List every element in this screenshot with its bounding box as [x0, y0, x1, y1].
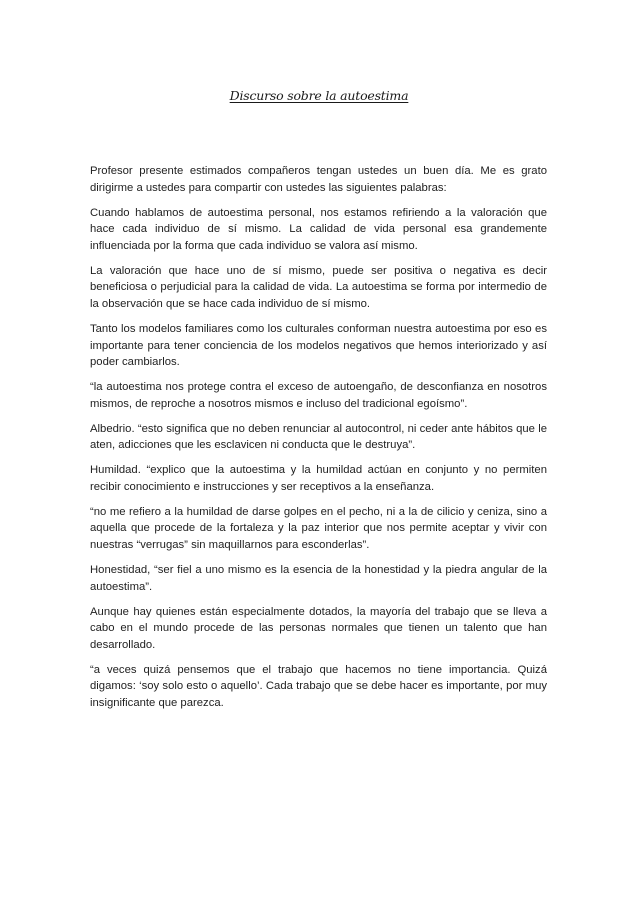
- paragraph-albedrio: Albedrio. “esto significa que no deben renunciar al autocontrol, ni ceder ante hábitos que le aten, adicciones que les esclavicen ni conducta que le destruya”.: [90, 422, 547, 452]
- paragraph-definition: Cuando hablamos de autoestima personal, nos estamos refiriendo a la valoración que hace cada individuo de sí mismo. La calidad de vida personal esa grandemente influenciada por la forma que cada individuo se valora así mismo.: [90, 206, 547, 252]
- paragraph-quote-trabajo: “a veces quizá pensemos que el trabajo que hacemos no tiene importancia. Quizá digamos: ‘soy solo esto o aquello’. Cada trabajo que se debe hacer es importante, por muy insignificante que parezca.: [90, 663, 547, 709]
- paragraph-humildad: Humildad. “explico que la autoestima y la humildad actúan en conjunto y no permiten recibir conocimiento e instrucciones y ser receptivos a la enseñanza.: [90, 464, 547, 493]
- paragraph-greeting: Profesor presente estimados compañeros tengan ustedes un buen día. Me es grato dirigirme a ustedes para compartir con ustedes las siguientes palabras:: [90, 165, 547, 194]
- paragraph-quote-humildad: “no me refiero a la humildad de darse golpes en el pecho, ni a la de cilicio y ceniza, sino a aquella que procede de la fortaleza y la paz interior que nos permite aceptar y vivir con nuestras “verrugas” sin maquillarnos para esconderlas”.: [90, 505, 547, 552]
- document-body: [90, 163, 547, 720]
- document-title: Discurso sobre la autoestima: [229, 88, 409, 103]
- paragraph-honestidad: Honestidad, “ser fiel a uno mismo es la esencia de la honestidad y la piedra angular de la autoestima”.: [90, 564, 547, 593]
- paragraph-quote-proteccion: “la autoestima nos protege contra el exceso de autoengaño, de desconfianza en nosotros mismos, de reproche a nosotros mismos e incluso del tradicional egoísmo”.: [90, 381, 547, 410]
- paragraph-talento: Aunque hay quienes están especialmente dotados, la mayoría del trabajo que se lleva a cabo en el mundo procede de las personas normales que tienen un talento que han desarrollado.: [90, 605, 547, 651]
- paragraph-valoracion: La valoración que hace uno de sí mismo, puede ser positiva o negativa es decir beneficiosa o perjudicial para la calidad de vida. La autoestima se forma por intermedio de la observación que se hace cada individuo de sí mismo.: [90, 264, 547, 310]
- paragraph-modelos: Tanto los modelos familiares como los culturales conforman nuestra autoestima por eso es importante para tener conciencia de los modelos negativos que hemos interiorizado y así poder cambiarlos.: [90, 322, 547, 369]
